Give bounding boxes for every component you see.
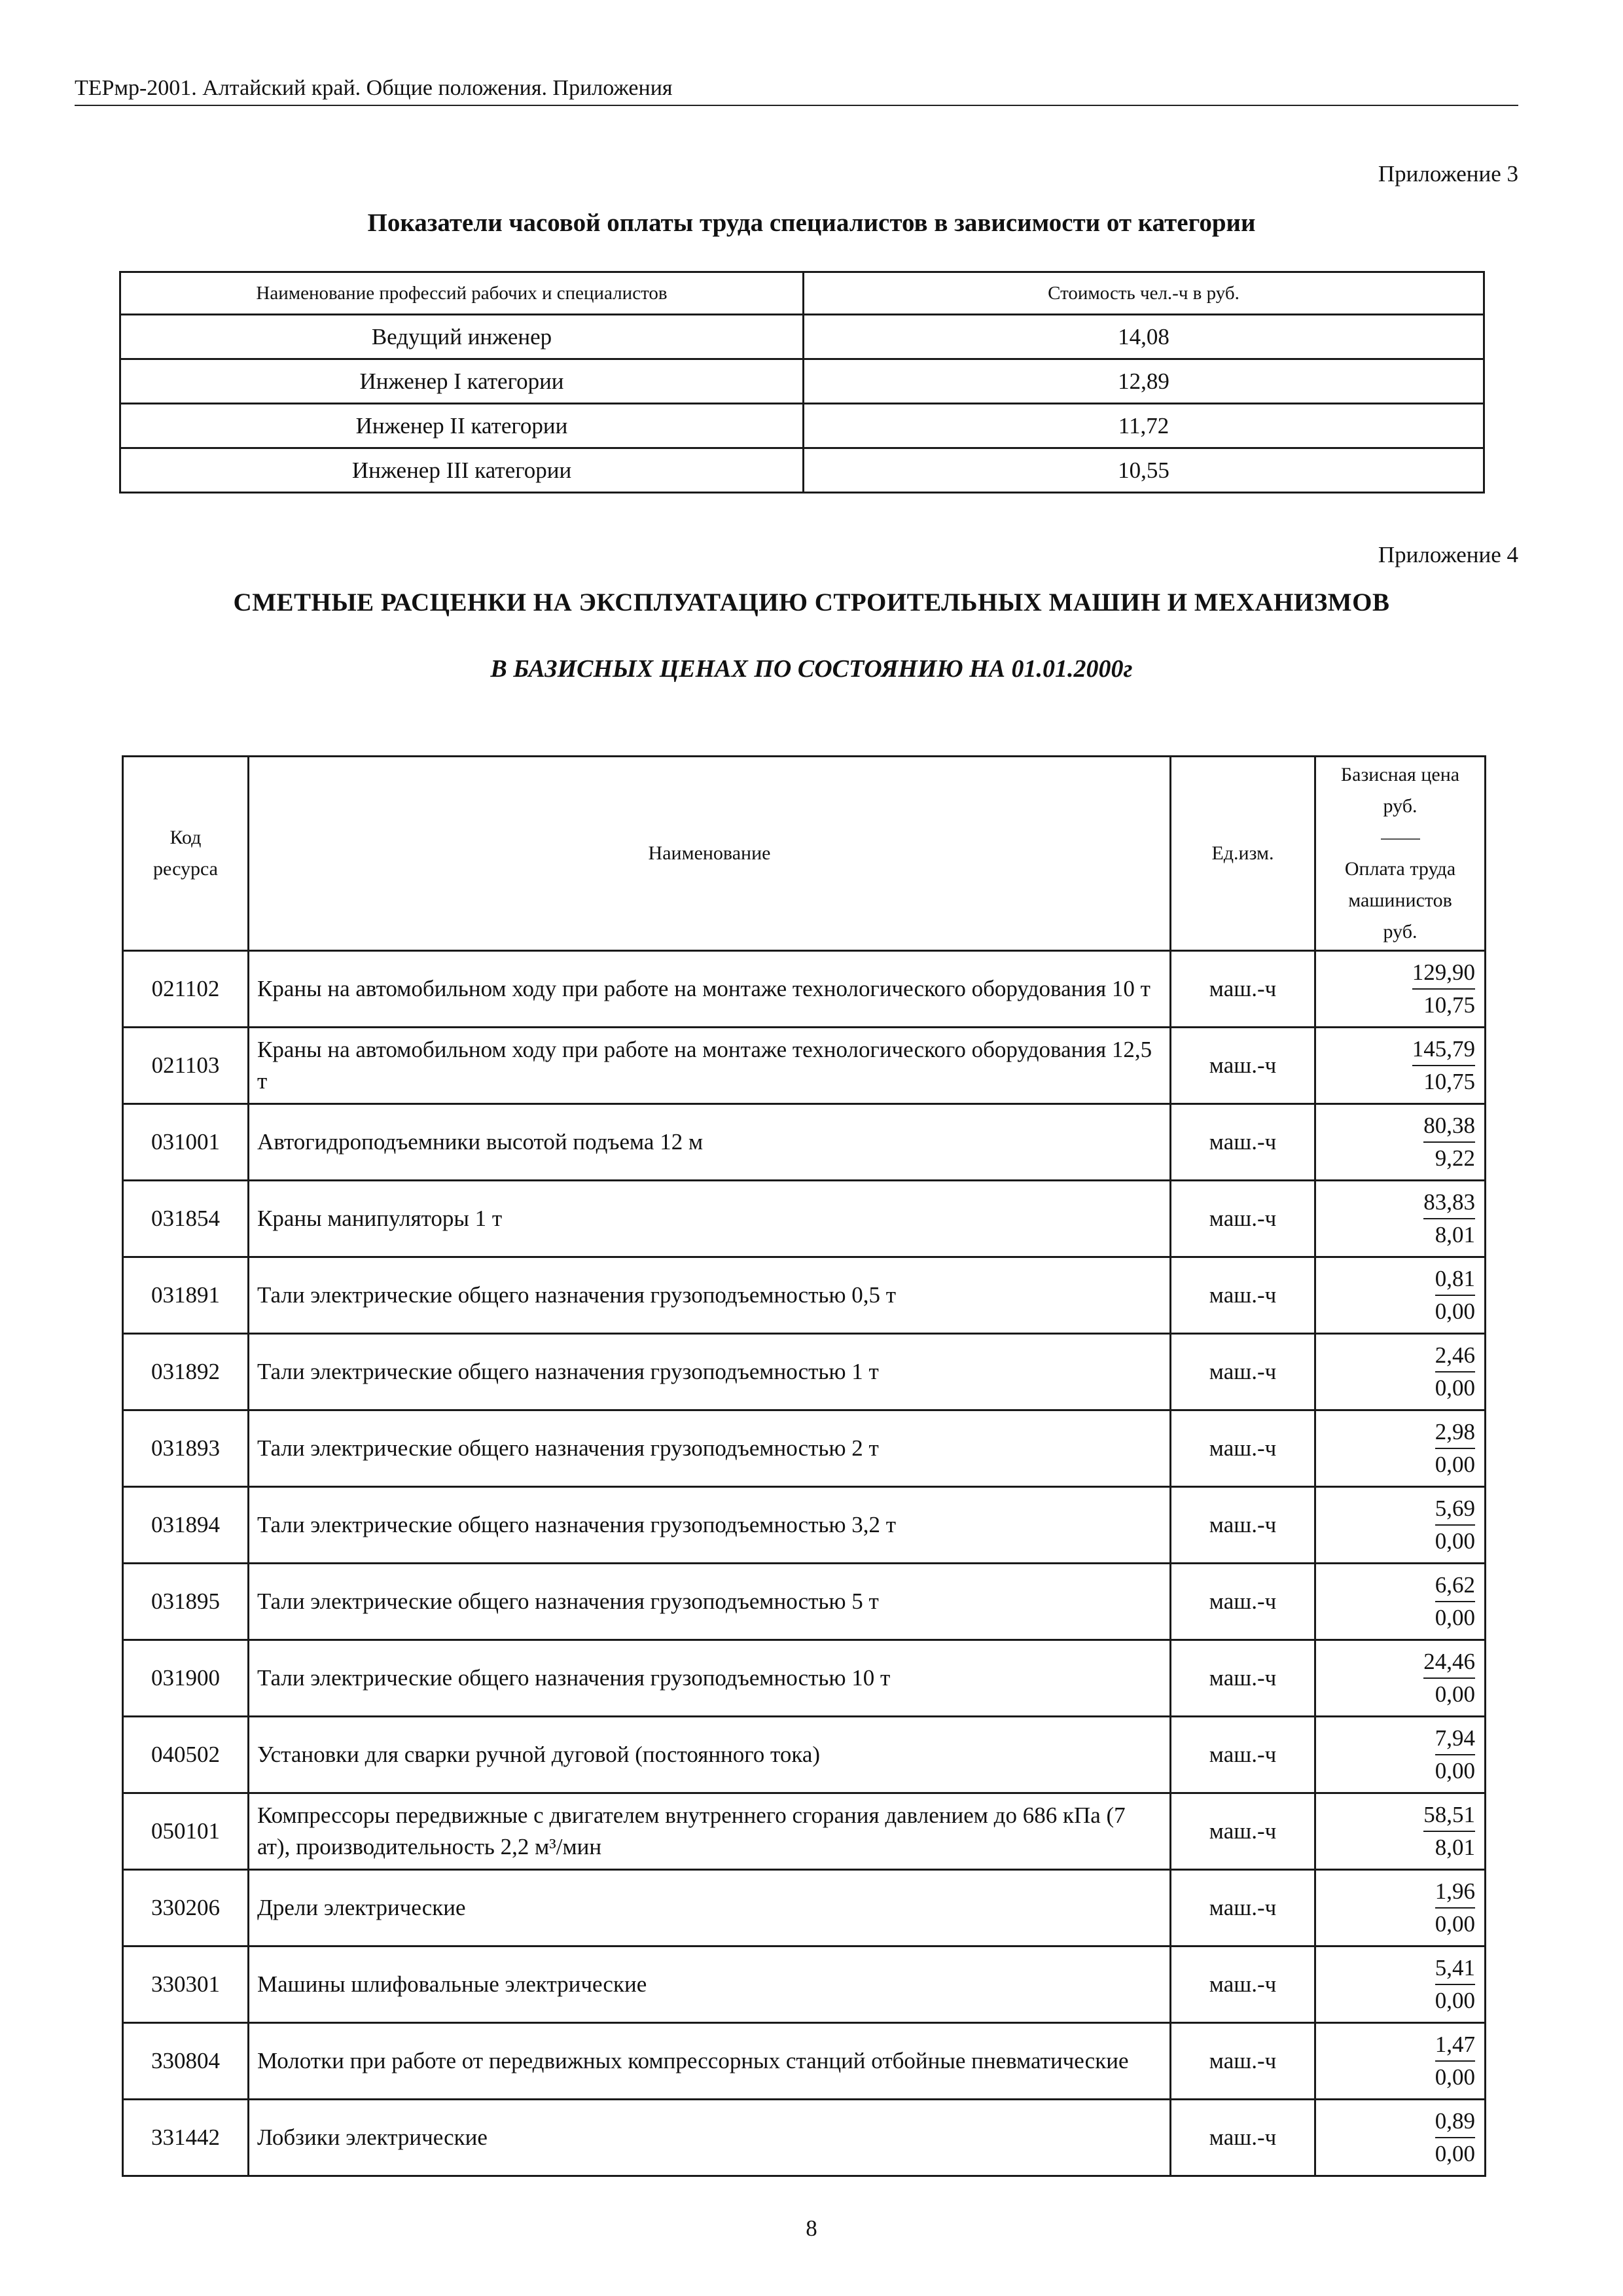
base-price-value: 80,38 (1423, 1110, 1475, 1143)
base-price-value: 1,96 (1435, 1876, 1475, 1909)
price-fraction (1423, 1187, 1475, 1251)
table-row (123, 1028, 1486, 1104)
price-fraction (1435, 2029, 1475, 2093)
appendix4-label: Приложение 4 (1378, 542, 1518, 567)
resource-code-cell: 021102 (123, 951, 249, 1028)
column-header-unit: Ед.изм. (1171, 757, 1315, 951)
price-cell (1315, 1257, 1486, 1334)
resource-name-cell: Установки для сварки ручной дуговой (постоянного тока) (249, 1717, 1171, 1793)
unit-cell: маш.-ч (1171, 1640, 1315, 1717)
price-cell (1315, 951, 1486, 1028)
table-row (120, 448, 1484, 493)
base-price-value: 145,79 (1412, 1033, 1475, 1066)
price-fraction (1423, 1110, 1475, 1174)
base-price-value: 5,41 (1435, 1952, 1475, 1985)
unit-cell: маш.-ч (1171, 1104, 1315, 1181)
resource-name-cell: Краны манипуляторы 1 т (249, 1181, 1171, 1257)
running-header (75, 73, 1518, 106)
resource-name-cell: Краны на автомобильном ходу при работе на монтаже технологического оборудования 12,5 т (249, 1028, 1171, 1104)
price-cell (1315, 1564, 1486, 1640)
base-price-value: 58,51 (1423, 1799, 1475, 1832)
operator-wage-value: 0,00 (1435, 1758, 1475, 1784)
unit-cell: маш.-ч (1171, 951, 1315, 1028)
resource-name-cell: Дрели электрические (249, 1870, 1171, 1946)
operator-wage-value: 0,00 (1435, 2064, 1475, 2090)
price-fraction (1435, 1340, 1475, 1404)
price-fraction (1435, 1263, 1475, 1327)
base-price-value: 2,98 (1435, 1416, 1475, 1449)
resource-name-cell: Автогидроподъемники высотой подъема 12 м (249, 1104, 1171, 1181)
base-price-value: 5,69 (1435, 1493, 1475, 1526)
table-row (123, 1334, 1486, 1410)
table-header-row (120, 272, 1484, 315)
table-row (123, 1487, 1486, 1564)
operator-wage-value: 0,00 (1435, 1375, 1475, 1401)
table-row (123, 1181, 1486, 1257)
resource-code-cell: 330301 (123, 1946, 249, 2023)
operator-wage-value: 10,75 (1423, 992, 1475, 1018)
resource-name-cell: Машины шлифовальные электрические (249, 1946, 1171, 2023)
resource-name-cell: Тали электрические общего назначения грузоподъемностью 5 т (249, 1564, 1171, 1640)
unit-cell: маш.-ч (1171, 1717, 1315, 1793)
resource-code-cell: 031895 (123, 1564, 249, 1640)
price-fraction (1435, 1416, 1475, 1480)
price-fraction (1435, 2106, 1475, 2170)
resource-name-cell: Тали электрические общего назначения грузоподъемностью 2 т (249, 1410, 1171, 1487)
profession-cell: Инженер I категории (120, 359, 804, 404)
price-cell (1315, 2023, 1486, 2100)
unit-cell: маш.-ч (1171, 1946, 1315, 2023)
column-header-cost: Стоимость чел.-ч в руб. (804, 272, 1484, 315)
table-row (123, 1564, 1486, 1640)
unit-cell: маш.-ч (1171, 1487, 1315, 1564)
page-number: 8 (806, 2215, 817, 2241)
operator-wage-value: 0,00 (1435, 1911, 1475, 1937)
base-price-value: 7,94 (1435, 1723, 1475, 1755)
price-fraction (1435, 1570, 1475, 1634)
operator-wage-value: 0,00 (1435, 1528, 1475, 1554)
operator-wage-value: 0,00 (1435, 1452, 1475, 1477)
price-cell (1315, 1334, 1486, 1410)
appendix3-label: Приложение 3 (1378, 161, 1518, 187)
price-cell (1315, 1870, 1486, 1946)
appendix3-title: Показатели часовой оплаты труда специалистов в зависимости от категории (367, 209, 1256, 237)
price-cell (1315, 1487, 1486, 1564)
operator-wage-value: 0,00 (1435, 1299, 1475, 1324)
price-cell (1315, 1104, 1486, 1181)
price-fraction (1412, 957, 1475, 1021)
resource-code-cell: 031893 (123, 1410, 249, 1487)
resource-code-cell: 031854 (123, 1181, 249, 1257)
column-header-profession: Наименование профессий рабочих и специалистов (120, 272, 804, 315)
table-row (123, 1717, 1486, 1793)
resource-name-cell: Молотки при работе от передвижных компрессорных станций отбойные пневматические (249, 2023, 1171, 2100)
operator-wage-value: 9,22 (1435, 1145, 1475, 1171)
running-header-text: ТЕРмр-2001. Алтайский край. Общие положения. Приложения (75, 76, 673, 100)
operator-wage-value: 0,00 (1435, 1988, 1475, 2013)
cost-cell: 11,72 (804, 404, 1484, 448)
base-price-value: 0,81 (1435, 1263, 1475, 1296)
price-cell (1315, 1181, 1486, 1257)
profession-cell: Ведущий инженер (120, 315, 804, 359)
cost-cell: 12,89 (804, 359, 1484, 404)
price-cell (1315, 1410, 1486, 1487)
resource-name-cell: Тали электрические общего назначения грузоподъемностью 0,5 т (249, 1257, 1171, 1334)
resource-code-cell: 031894 (123, 1487, 249, 1564)
table-row (123, 1257, 1486, 1334)
base-price-value: 6,62 (1435, 1570, 1475, 1602)
price-cell (1315, 1793, 1486, 1870)
base-price-value: 24,46 (1423, 1646, 1475, 1679)
unit-cell: маш.-ч (1171, 1181, 1315, 1257)
resource-code-cell: 031001 (123, 1104, 249, 1181)
resource-name-cell: Лобзики электрические (249, 2100, 1171, 2176)
resource-name-cell: Тали электрические общего назначения грузоподъемностью 10 т (249, 1640, 1171, 1717)
header-divider (1381, 838, 1420, 840)
table-row (123, 1104, 1486, 1181)
table-row (123, 951, 1486, 1028)
resource-code-cell: 330206 (123, 1870, 249, 1946)
base-price-value: 83,83 (1423, 1187, 1475, 1219)
table-row (120, 315, 1484, 359)
unit-cell: маш.-ч (1171, 2023, 1315, 2100)
resource-code-cell: 031892 (123, 1334, 249, 1410)
operator-wage-value: 8,01 (1435, 1222, 1475, 1247)
table-header-row (123, 757, 1486, 951)
column-header-code: Код ресурса (123, 757, 249, 951)
column-header-price: Базисная цена руб. Оплата труда машинистов руб. (1315, 757, 1486, 951)
price-fraction (1435, 1876, 1475, 1940)
resource-code-cell: 330804 (123, 2023, 249, 2100)
resource-name-cell: Краны на автомобильном ходу при работе на монтаже технологического оборудования 10 т (249, 951, 1171, 1028)
table-row (123, 2023, 1486, 2100)
price-cell (1315, 1640, 1486, 1717)
table-row (123, 1640, 1486, 1717)
unit-cell: маш.-ч (1171, 1410, 1315, 1487)
appendix4-subtitle: В БАЗИСНЫХ ЦЕНАХ ПО СОСТОЯНИЮ НА 01.01.2000г (490, 655, 1133, 683)
unit-cell: маш.-ч (1171, 1793, 1315, 1870)
cost-cell: 10,55 (804, 448, 1484, 493)
resource-code-cell: 031900 (123, 1640, 249, 1717)
operator-wage-value: 10,75 (1423, 1069, 1475, 1094)
cost-cell: 14,08 (804, 315, 1484, 359)
unit-cell: маш.-ч (1171, 1564, 1315, 1640)
unit-cell: маш.-ч (1171, 1870, 1315, 1946)
table-row (123, 1410, 1486, 1487)
resource-code-cell: 050101 (123, 1793, 249, 1870)
appendix4-title: СМЕТНЫЕ РАСЦЕНКИ НА ЭКСПЛУАТАЦИЮ СТРОИТЕЛЬНЫХ МАШИН И МЕХАНИЗМОВ (233, 588, 1390, 617)
resource-code-cell: 331442 (123, 2100, 249, 2176)
base-price-value: 129,90 (1412, 957, 1475, 990)
price-fraction (1423, 1799, 1475, 1863)
resource-name-cell: Компрессоры передвижные с двигателем внутреннего сгорания давлением до 686 кПа (7 ат), производительность 2,2 м³/мин (249, 1793, 1171, 1870)
operator-wage-value: 0,00 (1435, 1605, 1475, 1630)
price-fraction (1435, 1493, 1475, 1557)
unit-cell: маш.-ч (1171, 1334, 1315, 1410)
unit-cell: маш.-ч (1171, 1257, 1315, 1334)
table-row (123, 1793, 1486, 1870)
operator-wage-value: 0,00 (1435, 1681, 1475, 1707)
unit-cell: маш.-ч (1171, 1028, 1315, 1104)
resource-code-cell: 021103 (123, 1028, 249, 1104)
resource-name-cell: Тали электрические общего назначения грузоподъемностью 3,2 т (249, 1487, 1171, 1564)
price-cell (1315, 1717, 1486, 1793)
price-cell (1315, 1028, 1486, 1104)
base-price-value: 2,46 (1435, 1340, 1475, 1372)
hourly-rates-table (119, 271, 1485, 493)
resource-code-cell: 040502 (123, 1717, 249, 1793)
price-cell (1315, 1946, 1486, 2023)
resource-code-cell: 031891 (123, 1257, 249, 1334)
base-price-value: 0,89 (1435, 2106, 1475, 2138)
machine-rates-table (122, 755, 1486, 2177)
table-row (120, 404, 1484, 448)
resource-name-cell: Тали электрические общего назначения грузоподъемностью 1 т (249, 1334, 1171, 1410)
operator-wage-value: 8,01 (1435, 1835, 1475, 1860)
unit-cell: маш.-ч (1171, 2100, 1315, 2176)
price-fraction (1435, 1723, 1475, 1787)
table-row (123, 1946, 1486, 2023)
column-header-name: Наименование (249, 757, 1171, 951)
price-fraction (1435, 1952, 1475, 2017)
base-price-value: 1,47 (1435, 2029, 1475, 2062)
profession-cell: Инженер III категории (120, 448, 804, 493)
price-fraction (1412, 1033, 1475, 1098)
operator-wage-value: 0,00 (1435, 2141, 1475, 2166)
table-row (123, 2100, 1486, 2176)
price-fraction (1423, 1646, 1475, 1710)
table-row (123, 1870, 1486, 1946)
price-cell (1315, 2100, 1486, 2176)
table-row (120, 359, 1484, 404)
profession-cell: Инженер II категории (120, 404, 804, 448)
